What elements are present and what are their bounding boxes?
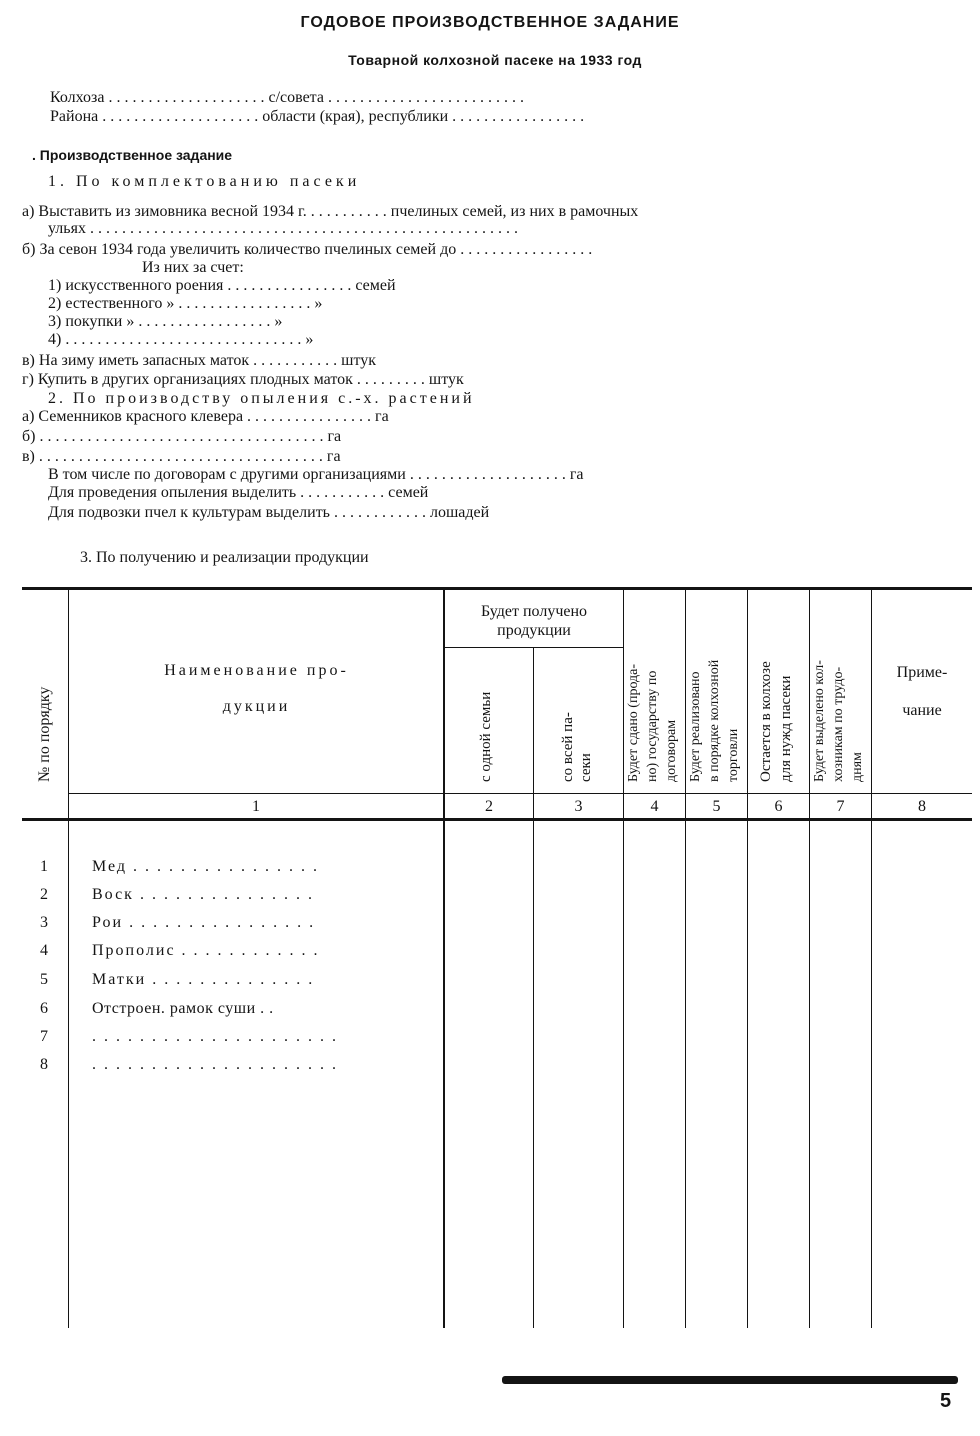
col-header-workdays-line1: Будет выделено кол-	[812, 660, 827, 782]
table-row-name: Матки . . . . . . . . . . . . . .	[92, 971, 315, 988]
part1-item-a: а) Выставить из зимовника весной 1934 г. . . . . . . . . . . пчелиных семей, из них в рамочных	[22, 203, 639, 220]
part1-heading: 1. По комплектованию пасеки	[48, 173, 361, 190]
table-row-name: Мед . . . . . . . . . . . . . . . .	[92, 858, 320, 875]
col-header-name-line1: Наименование про-	[164, 662, 349, 679]
col-header-workdays-line2: хозникам по трудо-	[831, 666, 846, 782]
table-row-number: 8	[40, 1056, 48, 1073]
table-colnum-rule	[68, 793, 972, 794]
table-row-number: 7	[40, 1028, 48, 1045]
table-col-divider	[747, 590, 748, 1328]
col-header-order: № по порядку	[36, 686, 53, 782]
table-row-number: 3	[40, 914, 48, 931]
table-col-divider	[623, 590, 624, 1328]
table-row-name: Рои . . . . . . . . . . . . . . . .	[92, 914, 316, 931]
document-subtitle: Товарной колхозной пасеке на 1933 год	[348, 52, 642, 68]
collective-farm-line: Колхоза . . . . . . . . . . . . . . . . . . . . с/совета . . . . . . . . . . . . . . . . . . . . . . . . .	[50, 89, 524, 106]
col-header-workdays-line3: дням	[850, 752, 865, 782]
part1-item-b-sub: Из них за счет:	[142, 259, 244, 276]
part1-item-a-cont: ульях . . . . . . . . . . . . . . . . . . . . . . . . . . . . . . . . . . . . . . . . . . . . . . . . . . . . . .	[48, 220, 518, 237]
col-header-market-line3: торговли	[726, 728, 741, 782]
col-header-note-line1: Приме-	[896, 664, 948, 681]
col-header-group-line2: продукции	[497, 622, 571, 639]
page-number: 5	[940, 1390, 952, 1412]
col-header-whole-line1: со всей па-	[560, 712, 576, 782]
table-row-name: . . . . . . . . . . . . . . . . . . . . .	[92, 1028, 338, 1045]
col-number: 7	[836, 798, 845, 815]
col-header-note-line2: чание	[902, 702, 942, 719]
col-number: 3	[574, 798, 583, 815]
table-top-rule	[22, 587, 972, 590]
col-header-remain-line2: для нужд пасеки	[778, 675, 794, 782]
table-col-divider	[68, 590, 69, 1328]
col-header-state-line3: договорам	[664, 719, 679, 782]
table-col-divider	[533, 648, 534, 1328]
part1-item-b1: 1) искусственного роения . . . . . . . . . . . . . . . . семей	[48, 277, 396, 294]
part2-item-a: а) Семенников красного клевера . . . . . . . . . . . . . . . . га	[22, 408, 389, 425]
part1-item-b4: 4) . . . . . . . . . . . . . . . . . . . . . . . . . . . . . . »	[48, 331, 314, 348]
part2-transport: Для подвозки пчел к культурам выделить . . . . . . . . . . . . лошадей	[48, 504, 490, 521]
col-header-market-line1: Будет реализовано	[688, 671, 703, 782]
table-col-divider	[443, 590, 445, 1328]
table-col-divider	[871, 590, 872, 1328]
table-row-name: . . . . . . . . . . . . . . . . . . . . .	[92, 1056, 338, 1073]
col-header-state-line2: но) государству по	[645, 670, 660, 782]
part2-contracts: В том числе по договорам с другими организациями . . . . . . . . . . . . . . . . . . . . га	[48, 466, 584, 483]
col-header-name-line2: дукции	[222, 698, 291, 715]
part1-item-b2: 2) естественного » . . . . . . . . . . . . . . . . . »	[48, 295, 323, 312]
col-header-per-family: с одной семьи	[478, 691, 494, 782]
table-row-number: 4	[40, 942, 48, 959]
col-number: 5	[712, 798, 721, 815]
document-title: ГОДОВОЕ ПРОИЗВОДСТВЕННОЕ ЗАДАНИЕ	[300, 14, 680, 31]
table-group-rule	[445, 647, 623, 648]
part2-item-b: б) . . . . . . . . . . . . . . . . . . . . . . . . . . . . . . . . . . . . га	[22, 428, 342, 445]
col-header-whole-line2: секи	[578, 753, 594, 782]
part1-item-b: б) За севон 1934 года увеличить количество пчелиных семей до . . . . . . . . . . . . . . . . .	[22, 241, 593, 258]
table-row-name: Прополис . . . . . . . . . . . .	[92, 942, 320, 959]
footer-bar	[502, 1376, 958, 1384]
part3-heading: 3. По получению и реализации продукции	[80, 549, 369, 566]
col-number: 8	[918, 798, 926, 815]
table-row-number: 6	[40, 1000, 48, 1017]
part1-item-v: в) На зиму иметь запасных маток . . . . . . . . . . . штук	[22, 352, 377, 369]
col-header-market-line2: в порядке колхозной	[707, 659, 722, 782]
table-header-bottom-rule	[22, 818, 972, 821]
table-row-number: 2	[40, 886, 48, 903]
col-header-remain-line1: Остается в колхозе	[758, 661, 774, 782]
col-number: 1	[252, 798, 260, 815]
table-col-divider	[685, 590, 686, 1328]
col-number: 6	[774, 798, 783, 815]
part2-pollination: Для проведения опыления выделить . . . . . . . . . . . семей	[48, 484, 429, 501]
part1-item-b3: 3) покупки » . . . . . . . . . . . . . . . . . »	[48, 313, 283, 330]
table-row-number: 1	[40, 858, 48, 875]
table-row-number: 5	[40, 971, 48, 988]
table-col-divider	[809, 590, 810, 1328]
col-header-group-line1: Будет получено	[480, 603, 588, 620]
section-heading: . Производственное задание	[32, 147, 233, 163]
table-row-name: Воск . . . . . . . . . . . . . . .	[92, 886, 314, 903]
part1-item-g: г) Купить в других организациях плодных маток . . . . . . . . . штук	[22, 371, 464, 388]
col-header-state-line1: Будет сдано (прода-	[626, 663, 641, 782]
table-row-name: Отстроен. рамок суши . .	[92, 1000, 274, 1017]
part2-heading: 2. По производству опыления с.-х. растений	[48, 390, 475, 407]
col-number: 4	[650, 798, 659, 815]
col-number: 2	[485, 798, 493, 815]
part2-item-v: в) . . . . . . . . . . . . . . . . . . . . . . . . . . . . . . . . . . . . га	[22, 448, 341, 465]
district-line: Района . . . . . . . . . . . . . . . . . . . . области (края), республики . . . . . . . . . . . . . . . . .	[50, 108, 585, 125]
